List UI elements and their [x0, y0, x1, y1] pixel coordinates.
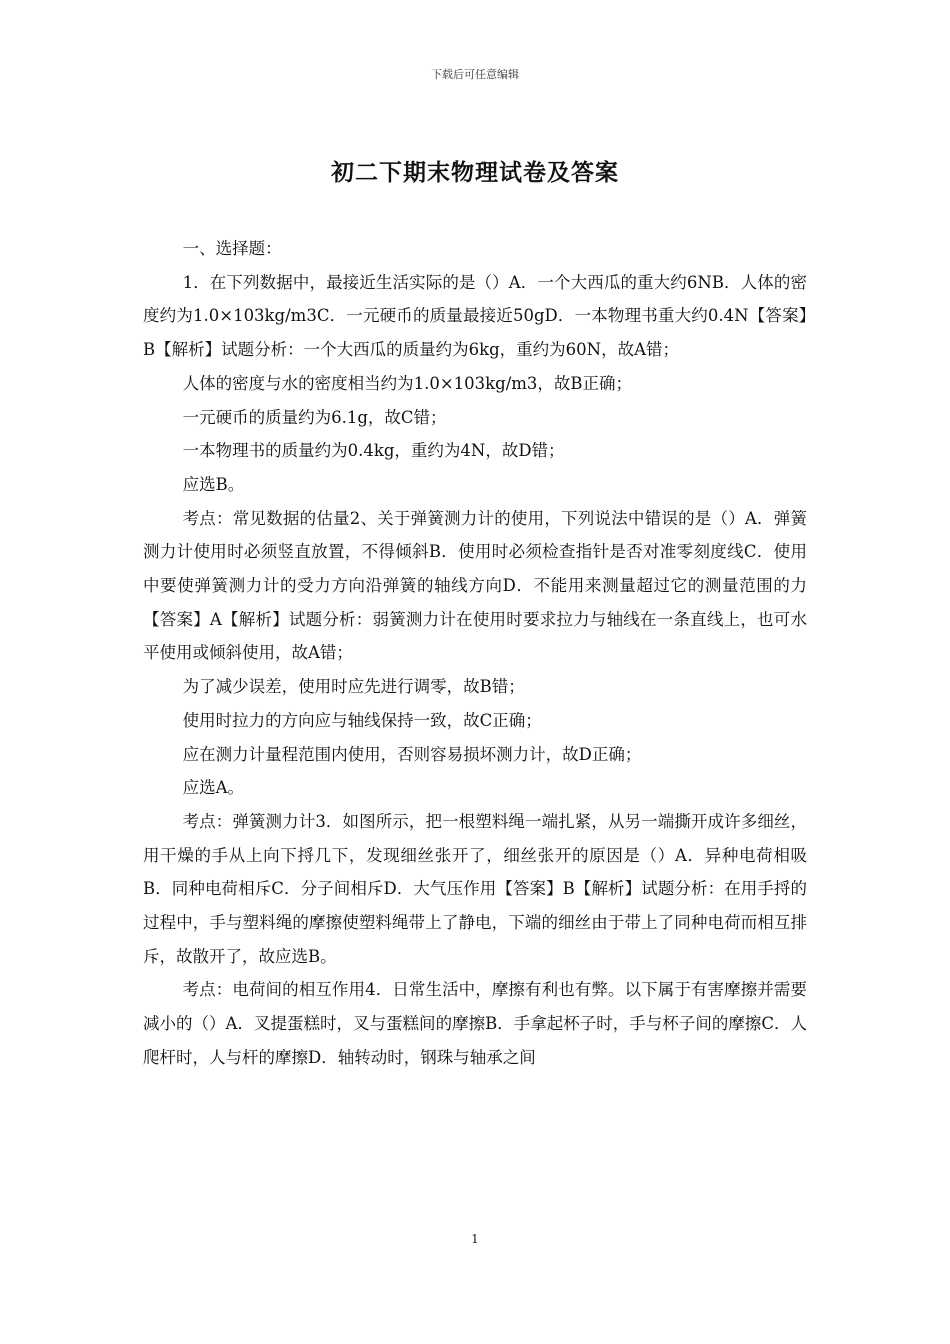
- paragraph: 应在测力计量程范围内使用，否则容易损坏测力计，故D正确；: [182, 744, 642, 764]
- paragraph: 应选A。: [182, 778, 245, 798]
- document-title: 初二下期末物理试卷及答案: [331, 159, 619, 186]
- paragraph: 一本物理书的质量约为0.4kg，重约为4N，故D错；: [182, 441, 565, 461]
- paragraph: 人体的密度与水的密度相当约为1.0×103kg/m3，故B正确；: [182, 373, 633, 393]
- paragraph: 使用时拉力的方向应与轴线保持一致，故C正确；: [182, 710, 542, 730]
- paragraph: 一元硬币的质量约为6.1g，故C错；: [182, 407, 447, 427]
- header-note: 下载后可任意编辑: [431, 68, 519, 81]
- question-1: 1．在下列数据中，最接近生活实际的是（）A．一个大西瓜的重大约6NB．人体的密度约为1.0×103kg/m3C．一元硬币的质量最接近50gD．一本物理书重大约0.4N【答案】B【解析】试题分析：一个大西瓜的质量约为6kg，重约为60N，故A错；: [143, 272, 807, 360]
- paragraph: 应选B。: [182, 474, 245, 494]
- question-4: 考点：电荷间的相互作用4．日常生活中，摩擦有利也有弊。以下属于有害摩擦并需要减小的（）A．叉提蛋糕时，叉与蛋糕间的摩擦B．手拿起杯子时，手与杯子间的摩擦C．人爬杆时，人与杆的摩擦D．轴转动时，钢珠与轴承之间: [143, 980, 807, 1067]
- document-body: [143, 232, 807, 1075]
- question-3: 考点：弹簧测力计3．如图所示，把一根塑料绳一端扎紧，从另一端撕开成许多细丝，用干燥的手从上向下捋几下，发现细丝张开了，细丝张开的原因是（）A．异种电荷相吸B．同种电荷相斥C．分子间相斥D．大气压作用【答案】B【解析】试题分析：在用手捋的过程中，手与塑料绳的摩擦使塑料绳带上了静电，下端的细丝由于带上了同种电荷而相互排斥，故散开了，故应选B。: [143, 811, 807, 966]
- section-heading: 一、选择题：: [182, 239, 282, 258]
- page-number: 1: [471, 1232, 479, 1246]
- question-2: 考点：常见数据的估量2、关于弹簧测力计的使用，下列说法中错误的是（）A．弹簧测力计使用时必须竖直放置，不得倾斜B．使用时必须检查指针是否对准零刻度线C．使用中要使弹簧测力计的受力方向沿弹簧的轴线方向D．不能用来测量超过它的测量范围的力【答案】A【解析】试题分析：弱簧测力计在使用时要求拉力与轴线在一条直线上，也可水平使用或倾斜使用，故A错；: [143, 508, 807, 663]
- paragraph: 为了减少误差，使用时应先进行调零，故B错；: [182, 677, 525, 697]
